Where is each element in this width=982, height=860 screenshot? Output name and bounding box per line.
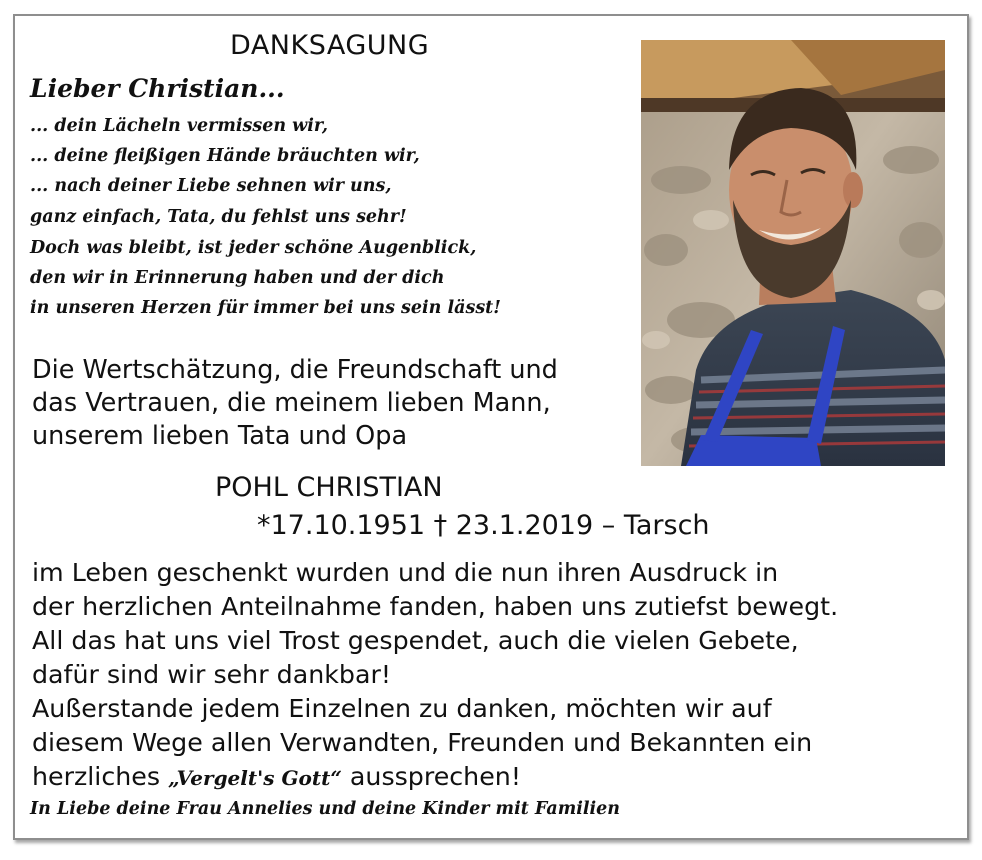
- body-text-fragment: aussprechen!: [341, 762, 521, 791]
- body-line: All das hat uns viel Trost gespendet, auch die vielen Gebete,: [32, 626, 799, 655]
- vergelts-gott-phrase: „Vergelt's Gott“: [168, 766, 342, 790]
- deceased-dates: *17.10.1951 † 23.1.2019 – Tarsch: [257, 510, 710, 541]
- portrait-photo: [641, 40, 945, 466]
- intro-line: Die Wertschätzung, die Freundschaft und: [32, 355, 558, 385]
- poem-line: ... dein Lächeln vermissen wir,: [30, 116, 328, 136]
- body-line: der herzlichen Anteilnahme fanden, haben uns zutiefst bewegt.: [32, 592, 839, 621]
- intro-line: das Vertrauen, die meinem lieben Mann,: [32, 388, 551, 418]
- closing-signature: In Liebe deine Frau Annelies und deine Kinder mit Familien: [30, 799, 621, 819]
- poem-line: den wir in Erinnerung haben und der dich: [30, 268, 445, 288]
- body-text-fragment: herzliches: [32, 762, 169, 791]
- poem-line: ganz einfach, Tata, du fehlst uns sehr!: [30, 207, 407, 227]
- intro-paragraph: [32, 354, 558, 453]
- poem-line: ... nach deiner Liebe sehnen wir uns,: [30, 176, 392, 196]
- notice-heading: DANKSAGUNG: [230, 30, 430, 61]
- body-line-last: [32, 760, 838, 795]
- body-line: im Leben geschenkt wurden und die nun ihren Ausdruck in: [32, 558, 779, 587]
- deceased-name: POHL CHRISTIAN: [215, 472, 443, 503]
- salutation: Lieber Christian...: [30, 74, 285, 103]
- intro-line: unserem lieben Tata und Opa: [32, 421, 408, 451]
- poem-line: ... deine fleißigen Hände bräuchten wir,: [30, 146, 420, 166]
- body-line: dafür sind wir sehr dankbar!: [32, 660, 391, 689]
- body-line: Außerstande jedem Einzelnen zu danken, möchten wir auf: [32, 694, 772, 723]
- body-line: diesem Wege allen Verwandten, Freunden und Bekannten ein: [32, 728, 813, 757]
- poem-line: in unseren Herzen für immer bei uns sein lässt!: [30, 298, 501, 318]
- poem-line: Doch was bleibt, ist jeder schöne Augenblick,: [30, 238, 477, 258]
- body-paragraph: [32, 556, 838, 795]
